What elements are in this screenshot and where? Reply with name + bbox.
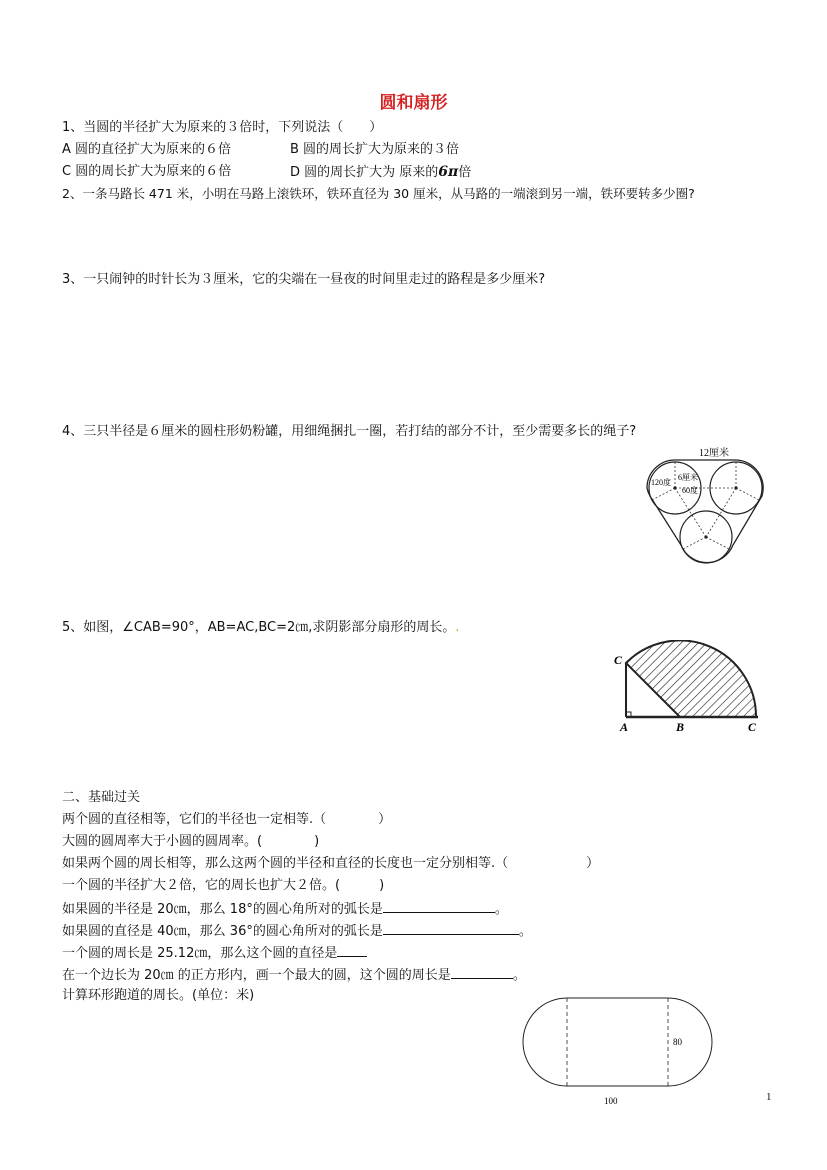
fill-item-1-text: 如果圆的半径是 20㎝，那么 18°的圆心角所对的弧长是 [62,902,383,917]
section2-heading: 二、基础过关 [62,790,141,805]
fill-item-2 [62,922,532,940]
label-60deg: 60度 [682,486,698,495]
track-outline [523,998,712,1086]
sector-figure [610,640,770,735]
fill-item-1-end: 。 [494,902,508,917]
answer-blank-3[interactable] [337,944,367,957]
q5-stem: 5、如图，∠CAB=90°，AB=AC,BC=2㎝,求阴影部分扇形的周长。 [62,620,456,635]
fill-item-4-text: 在一个边长为 20㎝ 的正方形内，画一个最大的圆，这个圆的周长是 [62,968,451,983]
label-12cm: 12厘米 [699,448,729,459]
fill-item-2-text: 如果圆的直径是 40㎝，那么 36°的圆心角所对的弧长是 [62,924,383,939]
label-C-right: C [748,720,757,734]
q5-text [62,620,460,636]
fill-item-4 [62,966,526,984]
q3-text: 3、一只闹钟的时针长为３厘米，它的尖端在一昼夜的时间里走过的路程是多少厘米? [62,272,546,287]
fill-item-4-end: 。 [512,968,526,983]
label-B: B [676,720,685,734]
three-cans-figure [640,438,775,570]
track-width-label: 100 [604,1096,618,1106]
answer-blank-1[interactable] [383,900,495,913]
label-C-top: C [614,653,623,667]
tf-item-2: 大圆的圆周率大于小圆的圆周率。( ) [62,834,320,849]
q1-option-d-prefix: D 圆的周长扩大为 原来的 [290,165,439,180]
page-title: 圆和扇形 [379,93,448,113]
q1-stem: 1、当圆的半径扩大为原来的３倍时，下列说法（ ） [62,120,383,135]
answer-blank-2[interactable] [383,922,519,935]
tf-item-1: 两个圆的直径相等，它们的半径也一定相等.（ ） [62,812,392,827]
fill-item-3 [62,944,367,962]
q1-option-d-math: 6π [438,164,459,180]
track-height-label: 80 [673,1037,682,1047]
q1-option-d [290,164,471,181]
q1-option-b: B 圆的周长扩大为原来的３倍 [290,142,460,157]
q2-text: 2、一条马路长 471 米，小明在马路上滚铁环，铁环直径为 30 厘米，从马路的一端滚到另一端，铁环要转多少圈? [62,186,695,201]
q1-option-a: A 圆的直径扩大为原来的６倍 [62,142,232,157]
q5-dot: . [455,620,460,635]
q1-option-d-suffix: 倍 [458,165,472,180]
fill-item-2-end: 。 [518,924,532,939]
page-number: 1 [766,1091,772,1103]
fill-item-1 [62,900,508,918]
tf-item-3: 如果两个圆的周长相等，那么这两个圆的半径和直径的长度也一定分别相等.（ ） [62,856,600,871]
label-6cm: 6厘米 [678,473,698,482]
track-question: 计算环形跑道的周长。(单位：米) [62,988,255,1003]
label-A: A [620,720,629,734]
q4-text: 4、三只半径是６厘米的圆柱形奶粉罐，用细绳捆扎一圈，若打结的部分不计，至少需要多长的绳子? [62,424,637,439]
label-120deg: 120度 [651,478,671,487]
running-track-figure [520,990,720,1110]
fill-item-3-text: 一个圆的周长是 25.12㎝，那么这个圆的直径是 [62,946,338,961]
tf-item-4: 一个圆的半径扩大２倍，它的周长也扩大２倍。( ) [62,878,385,893]
shaded-sector [626,640,756,717]
q1-option-c: C 圆的周长扩大为原来的６倍 [62,164,232,179]
answer-blank-4[interactable] [451,966,513,979]
